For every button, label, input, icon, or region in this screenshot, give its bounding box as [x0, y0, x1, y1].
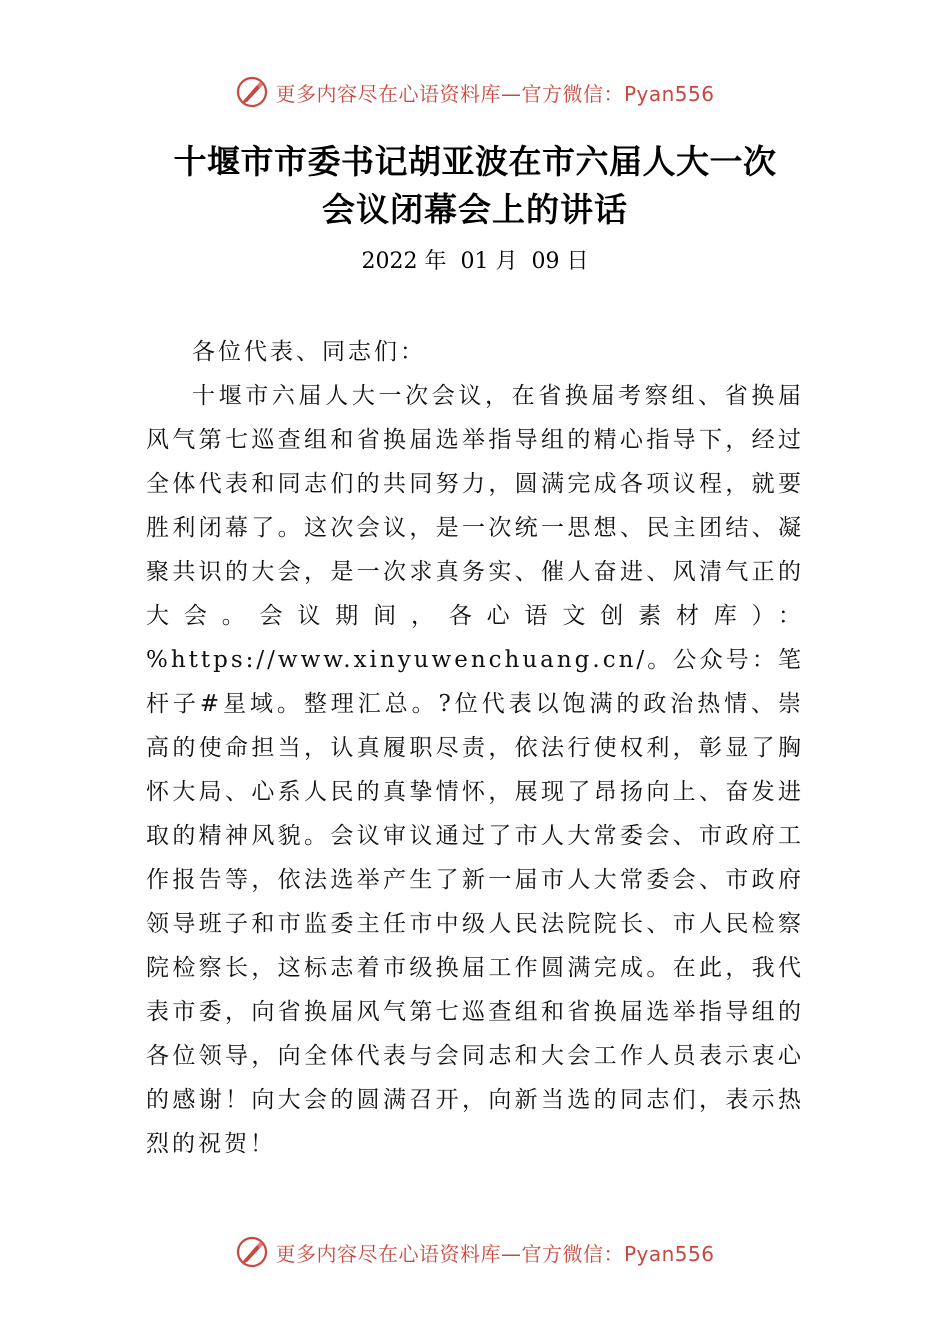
salutation: 各位代表、同志们：	[192, 339, 426, 365]
document-date: 2022 年 01 月 09 日	[361, 249, 589, 274]
document-title-line-1: 十堰市市委书记胡亚波在市六届人大一次	[173, 142, 777, 181]
pen-circle-logo-icon	[235, 75, 269, 109]
body-paragraph: 十堰市六届人大一次会议，在省换届考察组、省换届风气第七巡查组和省换届选举指导组的精心指导下，经过全体代表和同志们的共同努力，圆满完成各项议程，就要胜利闭幕了。这次会议，是一次统一思想、民主团结、凝聚共识的大会，是一次求真务实、催人奋进、风清气正的大会。会议期间，各心语文创素材库）：%https://www.xinyuwenchuang.cn/。公众号：笔杆子#星域。整理汇总。?位代表以饱满的政治热情、崇高的使命担当，认真履职尽责，依法行使权利，彰显了胸怀大局、心系人民的真挚情怀，展现了昂扬向上、奋发进取的精神风貌。会议审议通过了市人大常委会、市政府工作报告等，依法选举产生了新一届市人大常委会、市政府领导班子和市监委主任市中级人民法院院长、市人民检察院检察长，这标志着市级换届工作圆满完成。在此，我代表市委，向省换届风气第七巡查组和省换届选举指导组的各位领导，向全体代表与会同志和大会工作人员表示衷心的感谢！向大会的圆满召开，向新当选的同志们，表示热烈的祝贺！	[146, 383, 804, 1157]
watermark-text: 更多内容尽在心语资料库—官方微信：Pyan556	[275, 81, 715, 106]
watermark-text: 更多内容尽在心语资料库—官方微信：Pyan556	[275, 1241, 715, 1266]
document-title-line-2: 会议闭幕会上的讲话	[322, 190, 628, 229]
document-body	[146, 330, 804, 1166]
pen-circle-logo-icon	[235, 1235, 269, 1269]
watermark-footer	[0, 1230, 950, 1274]
watermark-header	[0, 70, 950, 114]
